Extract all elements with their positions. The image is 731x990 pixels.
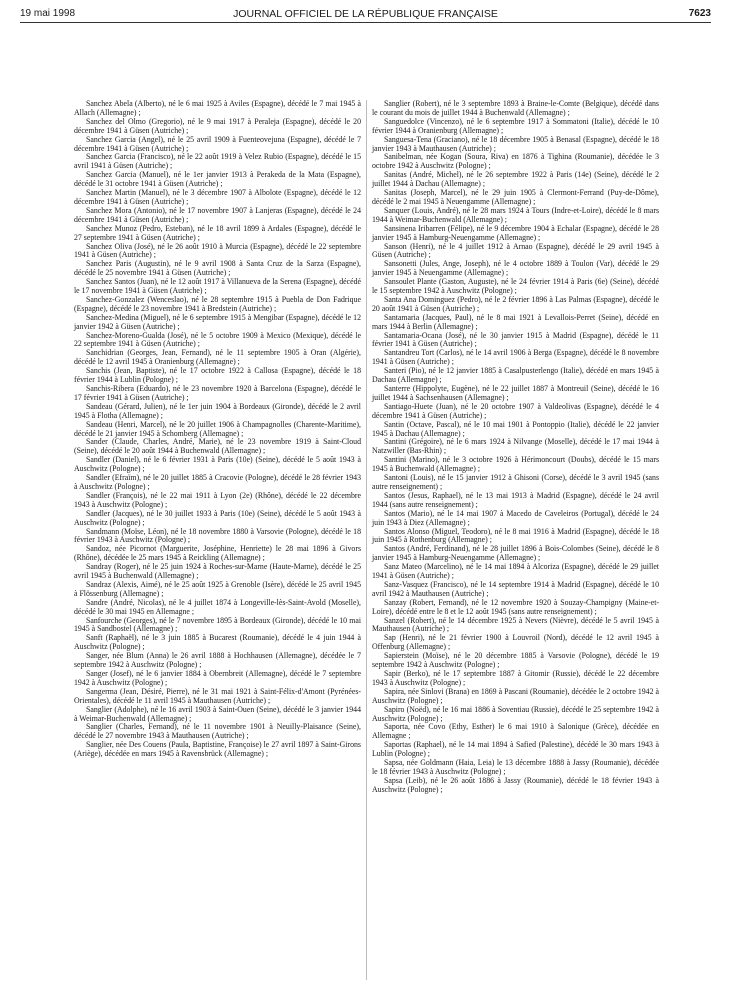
entry-paragraph: Sandmann (Moïse, Léon), né le 18 novembre 1880 à Varsovie (Pologne), décédé le 18 février 1943 à Auschwitz (Pologne) ; [74,526,361,545]
entry-paragraph: Santos (Mario), né le 14 mai 1907 à Macedo de Caveleiros (Portugal), décédé le 24 juin 1943 à Diez (Allemagne) ; [372,508,659,527]
entry-paragraph: Sanz-Vasquez (Francisco), né le 14 septembre 1914 à Madrid (Espagne), décédé le 10 avril 1942 à Mauthausen (Autriche) ; [372,579,659,598]
entry-paragraph: Sanchez-Moreno-Gualda (José), né le 5 octobre 1909 à Mexico (Mexique), décédé le 22 septembre 1941 à Güsen (Autriche) ; [74,330,361,349]
entry-paragraph: Sanchidrian (Georges, Jean, Fernand), né le 11 septembre 1905 à Oran (Algérie), décédé le 12 avril 1945 à Oranienburg (Allemagne) ; [74,348,361,367]
entry-paragraph: Sanguedolce (Vincenzo), né le 6 septembre 1917 à Sommatoni (Italie), décédé le 10 février 1944 à Oranienburg (Allemagne) ; [372,116,659,135]
issue-date: 19 mai 1998 [20,8,76,19]
entry-paragraph: Sanchez Martin (Manuel), né le 3 décembre 1907 à Albolote (Espagne), décédé le 12 décembre 1941 à Güsen (Autriche) ; [74,188,361,206]
entry-paragraph: Sanchis-Ribera (Eduardo), né le 23 novembre 1920 à Barcelona (Espagne), décédé le 17 février 1941 à Güsen (Autriche) ; [74,384,361,402]
entry-paragraph: Sanchez Mora (Antonio), né le 17 novembre 1907 à Lanjeras (Espagne), décédé le 24 décembre 1941 à Güsen (Autriche) ; [74,205,361,224]
entry-paragraph: Sapir (Berko), né le 17 septembre 1887 à Gitomir (Russie), décédé le 22 décembre 1943 à Auschwitz (Pologne) ; [372,669,659,687]
entry-paragraph: Santandreu Tort (Carlos), né le 14 avril 1906 à Berga (Espagne), décédé le 8 novembre 1941 à Güsen (Autriche) ; [372,348,659,367]
entry-paragraph: Sanger (Josef), né le 6 janvier 1884 à Obernbreit (Allemagne), décédé le 7 septembre 1942 à Auschwitz (Pologne) ; [74,669,361,687]
entry-paragraph: Sandler (François), né le 22 mai 1911 à Lyon (2e) (Rhône), décédé le 22 décembre 1943 à Auschwitz (Pologne) ; [74,490,361,509]
entry-paragraph: Santos Alonso (Miguel, Teodoro), né le 8 mai 1916 à Madrid (Espagne), décédé le 18 juin 1945 à Rothenburg (Allemagne) ; [372,526,659,545]
entry-paragraph: Santerre (Hippolyte, Eugène), né le 22 juillet 1887 à Montreuil (Seine), décédé le 16 juillet 1944 à Sachsenhausen (Allemagne) ; [372,384,659,402]
entry-paragraph: Sanitas (André, Michel), né le 26 septembre 1922 à Paris (14e) (Seine), décédé le 2 juillet 1944 à Dachau (Allemagne) ; [372,170,659,189]
entry-paragraph: Sander (Claude, Charles, André, Marie), né le 23 novembre 1919 à Saint-Cloud (Seine), décédé le 20 août 1944 à Buchenwald (Allemagne) ; [74,437,361,456]
entry-paragraph: Santos (Jesus, Raphael), né le 13 mai 1913 à Madrid (Espagne), décédé le 24 avril 1944 (sans autre renseignement) ; [372,490,659,509]
entry-paragraph: Saporta, née Covo (Ethy, Esther) le 6 mai 1910 à Salonique (Grèce), décédée en Allemagne ; [372,722,659,741]
entry-paragraph: Santiago-Huete (Juan), né le 20 octobre 1907 à Valdeolivas (Espagne), décédé le 4 décembre 1941 à Güsen (Autriche) ; [372,401,659,420]
entry-paragraph: Sanchez Garcia (Manuel), né le 1er janvier 1913 à Perakeda de la Mata (Espagne), décédé le 31 octobre 1941 à Güsen (Autriche) ; [74,170,361,189]
entry-paragraph: Sandre (André, Nicolas), né le 4 juillet 1874 à Longeville-lès-Saint-Avold (Moselle), décédé le 30 mai 1945 en Allemagne ; [74,597,361,616]
entry-paragraph: Sanzel (Robert), né le 14 décembre 1925 à Nevers (Nièvre), décédé le 5 avril 1945 à Mauthausen (Autriche) ; [372,615,659,634]
entry-paragraph: Sap (Henri), né le 21 février 1900 à Louvroil (Nord), décédé le 12 avril 1945 à Offenburg (Allemagne) ; [372,633,659,652]
entry-paragraph: Sandraz (Alexis, Aimé), né le 25 août 1925 à Grenoble (Isère), décédé le 25 avril 1945 à Flössenburg (Allemagne) ; [74,579,361,598]
entry-paragraph: Sandler (Efraïm), né le 20 juillet 1885 à Cracovie (Pologne), décédé le 28 février 1943 à Auschwitz (Pologne) ; [74,473,361,491]
entry-paragraph: Sanibelman, née Kogan (Soura, Riva) en 1876 à Tighina (Roumanie), décédée le 3 octobre 1942 à Auschwitz (Pologne) ; [372,152,659,171]
entry-paragraph: Santini (Marino), né le 3 octobre 1926 à Hérimoncourt (Doubs), décédé le 15 mars 1945 à Buchenwald (Allemagne) ; [372,455,659,474]
entry-paragraph: Sanchez del Olmo (Gregorio), né le 9 mai 1917 à Peraleja (Espagne), décédé le 20 décembre 1941 à Güsen (Autriche) ; [74,116,361,135]
right-column [372,100,659,795]
entry-paragraph: Sandler (Jacques), né le 30 juillet 1933 à Paris (10e) (Seine), décédé le 5 août 1943 à Auschwitz (Pologne) ; [74,508,361,527]
entry-paragraph: Sanfourche (Georges), né le 7 novembre 1895 à Bordeaux (Gironde), décédé le 10 mai 1945 à Sandbostel (Allemagne) ; [74,615,361,634]
entry-paragraph: Sandler (Daniel), né le 6 février 1931 à Paris (10e) (Seine), décédé le 5 août 1943 à Auschwitz (Pologne) ; [74,455,361,474]
entry-paragraph: Sansonetti (Jules, Ange, Joseph), né le 4 octobre 1889 à Toulon (Var), décédé le 29 janvier 1945 à Neuengamme (Allemagne) ; [372,259,659,278]
entry-paragraph: Sanchez Paris (Augustin), né le 9 avril 1908 à Santa Cruz de la Sarza (Espagne), décédé le 25 novembre 1941 à Güsen (Autriche) ; [74,259,361,278]
entry-paragraph: Sapierstein (Moïse), né le 20 décembre 1885 à Varsovie (Pologne), décédé le 19 septembre 1942 à Auschwitz (Pologne) ; [372,651,659,670]
header-rule [20,22,711,23]
entry-paragraph: Sanglier (Adolphe), né le 16 avril 1903 à Saint-Ouen (Seine), décédé le 3 janvier 1944 à Weimar-Buchenwald (Allemagne) ; [74,704,361,723]
entry-paragraph: Sanchis (Jean, Baptiste), né le 17 octobre 1922 à Callosa (Espagne), décédé le 18 février 1944 à Lublin (Pologne) ; [74,366,361,385]
entry-paragraph: Sanzay (Robert, Fernand), né le 12 novembre 1920 à Souzay-Champigny (Maine-et-Loire), décédé entre le 8 et le 12 août 1945 (sans autre renseignement) ; [372,597,659,616]
entry-paragraph: Sansinena Iribarren (Félipe), né le 9 décembre 1904 à Echalar (Espagne), décédé le 28 janvier 1945 à Hamburg-Neuengamme (Allemagne) ; [372,223,659,242]
entry-paragraph: Sanger, née Blum (Anna) le 26 avril 1888 à Hochhausen (Allemagne), décédée le 7 septembre 1942 à Auschwitz (Pologne) ; [74,651,361,670]
entry-paragraph: Sanson (Henri), né le 4 juillet 1912 à Arnao (Espagne), décédé le 29 avril 1945 à Güsen (Autriche) ; [372,241,659,260]
entry-paragraph: Sanz Mateo (Marcelino), né le 14 mai 1894 à Alcoriza (Espagne), décédé le 29 juillet 1941 à Güsen (Autriche) ; [372,562,659,581]
entry-paragraph: Sanchez Santos (Juan), né le 12 août 1917 à Villanueva de la Serena (Espagne), décédé le 17 novembre 1941 à Güsen (Autriche) ; [74,277,361,296]
entry-paragraph: Sanchez Garcia (Angel), né le 25 avril 1909 à Fuenteovejuna (Espagne), décédé le 7 décembre 1941 à Güsen (Autriche) ; [74,134,361,153]
entry-paragraph: Sapsa (Leib), né le 26 août 1886 à Jassy (Roumanie), décédé le 18 février 1943 à Auschwitz (Pologne) ; [372,775,659,794]
entry-paragraph: Sanquer (Louis, André), né le 28 mars 1924 à Tours (Indre-et-Loire), décédé le 8 mars 1944 à Weimar-Buchenwald (Allemagne) ; [372,205,659,224]
entry-paragraph: Sandoz, née Picornot (Marguerite, Joséphine, Henriette) le 28 mai 1896 à Givors (Rhône), décédée le 25 mars 1945 à Reickling (Allemagne) ; [74,544,361,563]
entry-paragraph: Sanchez-Medina (Miguel), né le 6 septembre 1915 à Mengibar (Espagne), décédé le 12 janvier 1942 à Güsen (Autriche) ; [74,312,361,331]
entry-paragraph: Santamaria (Jacques, Paul), né le 8 mai 1921 à Levallois-Perret (Seine), décédé en mars 1944 à Berlin (Allemagne) ; [372,312,659,331]
left-column [74,100,361,759]
entry-paragraph: Sandeau (Gérard, Julien), né le 1er juin 1904 à Bordeaux (Gironde), décédé le 2 avril 1945 à Flotha (Allemagne) ; [74,401,361,420]
entry-paragraph: Sanchez Munoz (Pedro, Esteban), né le 18 avril 1899 à Ardales (Espagne), décédé le 27 septembre 1941 à Güsen (Autriche) ; [74,223,361,242]
entry-paragraph: Santin (Octave, Pascal), né le 10 mai 1901 à Pontoppio (Italie), décédé le 22 janvier 1945 à Dachau (Allemagne) ; [372,419,659,438]
entry-paragraph: Sanguesa-Tena (Graciano), né le 18 décembre 1905 à Benasal (Espagne), décédé le 18 janvier 1943 à Mauthausen (Autriche) ; [372,134,659,153]
entry-paragraph: Sanitas (Joseph, Marcel), né le 29 juin 1905 à Clermont-Ferrand (Puy-de-Dôme), décédé le 2 mai 1945 à Neuengamme (Allemagne) ; [372,188,659,206]
entry-paragraph: Sanchez-Gonzalez (Wenceslao), né le 28 septembre 1915 à Puebla de Don Fadrique (Espagne), décédé le 23 novembre 1941 à Bredstein (Autriche) ; [74,294,361,313]
entry-paragraph: Sandeau (Henri, Marcel), né le 20 juillet 1906 à Champagnolles (Charente-Maritime), décédé le 21 janvier 1945 à Schomberg (Allemagne) ; [74,419,361,438]
entry-paragraph: Santoni (Louis), né le 15 janvier 1912 à Ghisoni (Corse), décédé le 3 avril 1945 (sans autre renseignement) ; [372,473,659,491]
entry-paragraph: Sapiro (Noëd), né le 16 mai 1886 à Soventiau (Russie), décédé le 25 septembre 1942 à Auschwitz (Pologne) ; [372,704,659,723]
page-number: 7623 [688,8,711,19]
entry-paragraph: Sanglier, née Des Couens (Paula, Baptistine, Françoise) le 27 avril 1897 à Saint-Girons (Ariège), décédée en mars 1945 à Ravensbrück (Allemagne) ; [74,740,361,759]
journal-title: JOURNAL OFFICIEL DE LA RÉPUBLIQUE FRANÇAISE [233,8,498,20]
entry-paragraph: Sanglier (Robert), né le 3 septembre 1893 à Braine-le-Comte (Belgique), décédé dans le courant du mois de juillet 1944 à Buchenwald (Allemagne) ; [372,99,659,117]
entry-paragraph: Sapsa, née Goldmann (Haia, Leia) le 13 décembre 1888 à Jassy (Roumanie), décédée le 18 février 1943 à Auschwitz (Pologne) ; [372,758,659,776]
entry-paragraph: Sanchez Abela (Alberto), né le 6 mai 1925 à Aviles (Espagne), décédé le 7 mai 1945 à Allach (Allemagne) ; [74,99,361,117]
entry-paragraph: Sanft (Raphaël), né le 3 juin 1885 à Bucarest (Roumanie), décédé le 4 juin 1944 à Auschwitz (Pologne) ; [74,633,361,652]
entry-paragraph: Sanchez Oliva (José), né le 26 août 1910 à Murcia (Espagne), décédé le 22 septembre 1941 à Güsen (Autriche) ; [74,241,361,260]
column-divider [366,100,367,980]
entry-paragraph: Santos (André, Ferdinand), né le 28 juillet 1896 à Bois-Colombes (Seine), décédé le 8 janvier 1945 à Hamburg-Neuengamme (Allemagne) ; [372,544,659,563]
entry-paragraph: Santeri (Pio), né le 12 janvier 1885 à Casalpusterlengo (Italie), décédé en mars 1945 à Dachau (Allemagne) ; [372,366,659,385]
entry-paragraph: Santa Ana Dominguez (Pedro), né le 2 février 1896 à Las Palmas (Espagne), décédé le 20 août 1941 à Güsen (Autriche) ; [372,294,659,313]
entry-paragraph: Sapira, née Sinlovi (Brana) en 1869 à Pascani (Roumanie), décédée le 2 octobre 1942 à Auschwitz (Pologne) ; [372,686,659,705]
entry-paragraph: Sanchez Garcia (Francisco), né le 22 août 1919 à Velez Rubio (Espagne), décédé le 15 avril 1941 à Güsen (Autriche) ; [74,152,361,171]
entry-paragraph: Sanglier (Charles, Fernand), né le 11 novembre 1901 à Neuilly-Plaisance (Seine), décédé le 27 novembre 1943 à Mauthausen (Autriche) ; [74,722,361,741]
entry-paragraph: Sansoulet Plante (Gaston, Auguste), né le 24 février 1914 à Paris (6e) (Seine), décédé le 15 septembre 1942 à Auschwitz (Pologne) ; [372,277,659,296]
entry-paragraph: Saportas (Raphael), né le 14 mai 1894 à Safied (Palestine), décédé le 30 mars 1943 à Lublin (Pologne) ; [372,740,659,759]
entry-paragraph: Santamaria-Ocana (José), né le 30 janvier 1915 à Madrid (Espagne), décédé le 11 février 1941 à Güsen (Autriche) ; [372,330,659,349]
entry-paragraph: Sangerma (Jean, Désiré, Pierre), né le 31 mai 1921 à Saint-Félix-d'Amont (Pyrénées-Orientales), décédé le 11 avril 1945 à Mauthausen (Autriche) ; [74,686,361,705]
entry-paragraph: Sandray (Roger), né le 25 juin 1924 à Roches-sur-Marne (Haute-Marne), décédé le 25 avril 1945 à Buchenwald (Allemagne) ; [74,562,361,581]
entry-paragraph: Santini (Grégoire), né le 6 mars 1924 à Nilvange (Moselle), décédé le 17 mai 1944 à Natzwiller (Bas-Rhin) ; [372,437,659,456]
